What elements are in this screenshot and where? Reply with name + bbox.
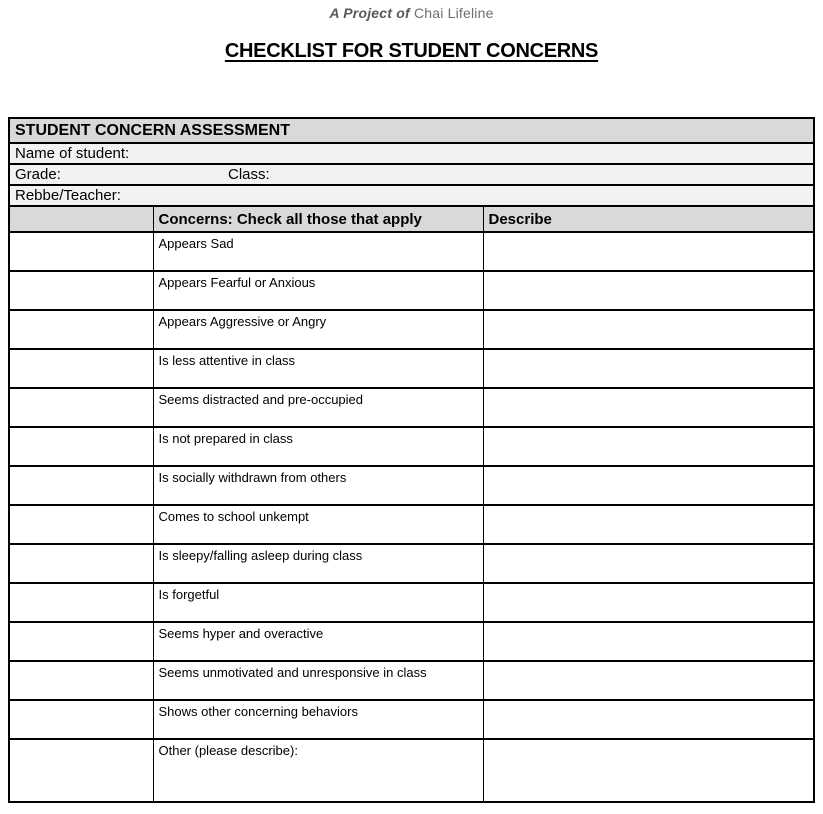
table-row [9, 544, 814, 583]
table-row [9, 739, 814, 802]
describe-cell[interactable] [483, 466, 814, 505]
checkbox-cell[interactable] [9, 427, 153, 466]
checkbox-cell[interactable] [9, 466, 153, 505]
checkbox-column-header [9, 206, 153, 232]
concern-label-cell: Is forgetful [153, 583, 483, 622]
describe-cell[interactable] [483, 700, 814, 739]
rebbe-teacher-field[interactable]: Rebbe/Teacher: [9, 185, 814, 206]
checkbox-cell[interactable] [9, 583, 153, 622]
concern-label-cell: Appears Sad [153, 232, 483, 271]
table-row-grade-class [9, 164, 814, 185]
project-byline [0, 0, 823, 21]
describe-cell[interactable] [483, 544, 814, 583]
concern-label-cell: Is less attentive in class [153, 349, 483, 388]
table-row [9, 388, 814, 427]
table-row [9, 271, 814, 310]
describe-cell[interactable] [483, 349, 814, 388]
table-row [9, 583, 814, 622]
checkbox-cell[interactable] [9, 505, 153, 544]
table-row [9, 661, 814, 700]
checkbox-cell[interactable] [9, 232, 153, 271]
grade-class-field[interactable] [9, 164, 814, 185]
describe-cell[interactable] [483, 388, 814, 427]
checkbox-cell[interactable] [9, 310, 153, 349]
table-row [9, 232, 814, 271]
checkbox-cell[interactable] [9, 700, 153, 739]
table-row [9, 622, 814, 661]
concern-label-cell: Comes to school unkempt [153, 505, 483, 544]
concern-label-cell: Is not prepared in class [153, 427, 483, 466]
checkbox-cell[interactable] [9, 349, 153, 388]
checkbox-cell[interactable] [9, 388, 153, 427]
describe-cell[interactable] [483, 505, 814, 544]
class-label[interactable]: Class: [228, 166, 270, 183]
grade-label[interactable]: Grade: [15, 166, 61, 183]
table-row-section-header [9, 118, 814, 143]
page-title: CHECKLIST FOR STUDENT CONCERNS [224, 40, 599, 62]
describe-cell[interactable] [483, 310, 814, 349]
concern-label-cell: Other (please describe): [153, 739, 483, 802]
concern-label-cell: Seems hyper and overactive [153, 622, 483, 661]
table-row [9, 349, 814, 388]
table-row-column-headers [9, 206, 814, 232]
table-row [9, 310, 814, 349]
table-row [9, 700, 814, 739]
concern-label-cell: Is socially withdrawn from others [153, 466, 483, 505]
project-byline-prefix: A Project of [329, 5, 410, 21]
describe-cell[interactable] [483, 583, 814, 622]
table-row [9, 427, 814, 466]
checkbox-cell[interactable] [9, 739, 153, 802]
checkbox-cell[interactable] [9, 271, 153, 310]
concerns-column-header: Concerns: Check all those that apply [153, 206, 483, 232]
concern-label-cell: Appears Aggressive or Angry [153, 310, 483, 349]
describe-cell[interactable] [483, 427, 814, 466]
describe-cell[interactable] [483, 622, 814, 661]
brand-name: Chai Lifeline [413, 5, 494, 21]
name-of-student-field[interactable]: Name of student: [9, 143, 814, 164]
table-row [9, 505, 814, 544]
describe-cell[interactable] [483, 232, 814, 271]
describe-cell[interactable] [483, 661, 814, 700]
concern-label-cell: Is sleepy/falling asleep during class [153, 544, 483, 583]
checkbox-cell[interactable] [9, 544, 153, 583]
checkbox-cell[interactable] [9, 622, 153, 661]
table-row-name [9, 143, 814, 164]
table-row [9, 466, 814, 505]
concern-label-cell: Seems unmotivated and unresponsive in class [153, 661, 483, 700]
describe-column-header: Describe [483, 206, 814, 232]
concern-label-cell: Appears Fearful or Anxious [153, 271, 483, 310]
concern-label-cell: Shows other concerning behaviors [153, 700, 483, 739]
section-title: STUDENT CONCERN ASSESSMENT [9, 118, 814, 143]
table-row-teacher [9, 185, 814, 206]
describe-cell[interactable] [483, 271, 814, 310]
student-concern-table [8, 117, 815, 803]
checkbox-cell[interactable] [9, 661, 153, 700]
describe-cell[interactable] [483, 739, 814, 802]
concern-label-cell: Seems distracted and pre-occupied [153, 388, 483, 427]
